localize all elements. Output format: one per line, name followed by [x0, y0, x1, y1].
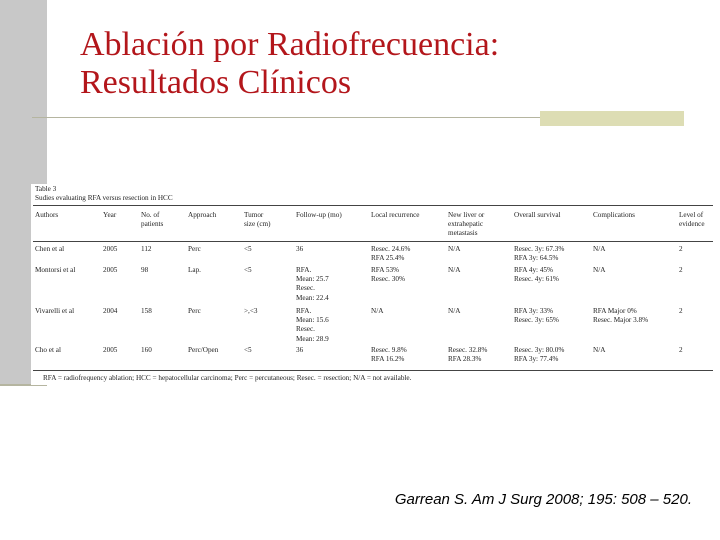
cell-line: Mean: 22.4	[296, 293, 329, 302]
cell-year	[103, 307, 117, 316]
cell-line: 98	[141, 266, 149, 274]
cell-line: Resec. 32.8%	[448, 346, 488, 354]
cell-evidence	[679, 245, 683, 254]
cell-approach	[188, 266, 201, 275]
cell-line: N/A	[448, 266, 461, 274]
cell-line: 36	[296, 245, 304, 253]
table-caption	[35, 185, 173, 203]
cell-line: N/A	[593, 266, 606, 274]
cell-line: 158	[141, 307, 152, 315]
cell-line: Resec. 3y: 67.3%	[514, 245, 565, 253]
cell-overall-survival	[514, 346, 564, 364]
cell-line: Resec. 4y: 61%	[514, 275, 559, 284]
header-approach	[188, 211, 216, 220]
cell-follow-up	[296, 307, 329, 344]
cell-local-recurrence	[371, 346, 407, 364]
cell-line: N/A	[593, 245, 606, 253]
cell-line: Perc	[188, 307, 201, 315]
header-year	[103, 211, 116, 220]
cell-line: Chen et al	[35, 245, 65, 253]
citation: Garrean S. Am J Surg 2008; 195: 508 – 520.	[394, 491, 692, 508]
cell-line: 112	[141, 245, 152, 253]
cell-overall-survival	[514, 307, 559, 325]
cell-patients	[141, 266, 148, 275]
cell-line: Approach	[188, 211, 217, 219]
cell-complications	[593, 245, 605, 254]
results-table	[31, 184, 715, 385]
cell-evidence	[679, 307, 683, 316]
cell-metastasis	[448, 266, 460, 275]
cell-line: 2005	[103, 346, 118, 354]
cell-line: Follow-up (mo)	[296, 211, 342, 219]
cell-year	[103, 266, 117, 275]
cell-approach	[188, 346, 218, 355]
cell-line: 2005	[103, 245, 118, 253]
cell-line: <5	[244, 245, 252, 253]
cell-line: Perc/Open	[188, 346, 219, 354]
cell-line: No. of	[141, 211, 160, 219]
cell-line: Cho et al	[35, 346, 61, 354]
cell-line: RFA 28.3%	[448, 355, 482, 364]
cell-line: Vivarelli et al	[35, 307, 75, 315]
cell-line: Resec. 3y: 80.0%	[514, 346, 565, 354]
cell-line: Resec.	[296, 284, 315, 293]
cell-line: Perc	[188, 245, 201, 253]
header-local-recurrence	[371, 211, 419, 220]
slide-title-line-2: Resultados Clínicos	[80, 64, 352, 101]
cell-line: Complications	[593, 211, 635, 219]
cell-line: patients	[141, 220, 164, 229]
header-patients	[141, 211, 163, 229]
cell-line: 2	[679, 266, 683, 274]
cell-line: Mean: 15.6	[296, 316, 329, 325]
cell-overall-survival	[514, 266, 559, 284]
cell-line: evidence	[679, 220, 705, 229]
cell-line: RFA 16.2%	[371, 355, 405, 364]
cell-patients	[141, 346, 152, 355]
cell-line: N/A	[371, 307, 384, 315]
cell-tumor-size	[244, 346, 252, 355]
cell-authors	[35, 346, 61, 355]
cell-line: N/A	[448, 245, 461, 253]
table-footnote: RFA = radiofrequency ablation; HCC = hepatocellular carcinoma; Perc = percutaneous; Resec. = resection; N/A = not available.	[43, 374, 412, 382]
cell-line: Tumor	[244, 211, 264, 219]
cell-authors	[35, 307, 74, 316]
cell-line: Resec. 9.8%	[371, 346, 407, 354]
cell-line: RFA 3y: 64.5%	[514, 254, 559, 263]
cell-follow-up	[296, 245, 303, 254]
table-top-rule	[33, 205, 713, 206]
cell-line: RFA 25.4%	[371, 254, 405, 263]
cell-authors	[35, 266, 75, 275]
cell-metastasis	[448, 245, 460, 254]
cell-evidence	[679, 346, 683, 355]
cell-line: Mean: 28.9	[296, 334, 329, 343]
slide-title-line-1: Ablación por Radiofrecuencia:	[80, 26, 500, 63]
cell-complications	[593, 266, 605, 275]
cell-line: RFA 3y: 33%	[514, 307, 554, 315]
cell-line: N/A	[448, 307, 461, 315]
cell-line: Level of	[679, 211, 704, 219]
cell-line: Resec.	[296, 325, 315, 334]
cell-line: 2	[679, 245, 683, 253]
header-follow-up	[296, 211, 342, 220]
cell-complications	[593, 346, 605, 355]
cell-complications	[593, 307, 648, 325]
cell-line: New liver or	[448, 211, 485, 219]
cell-line: Resec. 3y: 65%	[514, 316, 559, 325]
cell-line: size (cm)	[244, 220, 271, 229]
cell-line: RFA.	[296, 307, 312, 315]
cell-line: <5	[244, 266, 252, 274]
cell-year	[103, 245, 117, 254]
cell-line: Year	[103, 211, 117, 219]
cell-approach	[188, 245, 201, 254]
cell-line: 2	[679, 307, 683, 315]
cell-line: 2	[679, 346, 683, 354]
cell-line: Local recurrence	[371, 211, 420, 219]
cell-line: Resec. 24.6%	[371, 245, 411, 253]
table-label: Table 3	[35, 185, 57, 193]
cell-line: 160	[141, 346, 152, 354]
cell-tumor-size	[244, 266, 252, 275]
cell-local-recurrence	[371, 307, 383, 316]
cell-line: RFA 4y: 45%	[514, 266, 554, 274]
cell-line: Montorsi et al	[35, 266, 76, 274]
cell-line: Overall survival	[514, 211, 561, 219]
cell-line: N/A	[593, 346, 606, 354]
cell-authors	[35, 245, 64, 254]
cell-line: RFA.	[296, 266, 312, 274]
cell-metastasis	[448, 346, 487, 364]
cell-line: <5	[244, 346, 252, 354]
cell-patients	[141, 307, 152, 316]
cell-line: Mean: 25.7	[296, 275, 329, 284]
cell-overall-survival	[514, 245, 564, 263]
cell-line: 2004	[103, 307, 118, 315]
cell-evidence	[679, 266, 683, 275]
cell-tumor-size	[244, 307, 258, 316]
header-overall-survival	[514, 211, 561, 220]
cell-line: RFA 53%	[371, 266, 400, 274]
cell-line: RFA 3y: 77.4%	[514, 355, 559, 364]
cell-line: Resec. 30%	[371, 275, 405, 284]
cell-patients	[141, 245, 152, 254]
cell-local-recurrence	[371, 245, 410, 263]
cell-line: RFA Major 0%	[593, 307, 637, 315]
header-metastasis	[448, 211, 484, 239]
cell-line: Lap.	[188, 266, 201, 274]
cell-metastasis	[448, 307, 460, 316]
cell-line: Authors	[35, 211, 59, 219]
cell-tumor-size	[244, 245, 252, 254]
title-accent-block	[540, 111, 684, 126]
slide-title	[80, 26, 499, 102]
header-tumor-size	[244, 211, 271, 229]
header-complications	[593, 211, 635, 220]
cell-line: metastasis	[448, 229, 478, 238]
cell-year	[103, 346, 117, 355]
cell-local-recurrence	[371, 266, 405, 284]
cell-approach	[188, 307, 201, 316]
header-authors	[35, 211, 58, 220]
table-title: Sudies evaluating RFA versus resection in HCC	[35, 194, 173, 203]
cell-line: Resec. Major 3.8%	[593, 316, 649, 325]
cell-follow-up	[296, 346, 303, 355]
cell-follow-up	[296, 266, 329, 303]
header-evidence	[679, 211, 705, 229]
cell-line: extrahepatic	[448, 220, 484, 229]
table-bottom-rule	[33, 370, 713, 371]
cell-line: 2005	[103, 266, 118, 274]
cell-line: 36	[296, 346, 304, 354]
table-header-rule	[33, 241, 713, 242]
cell-line: >,<3	[244, 307, 258, 315]
